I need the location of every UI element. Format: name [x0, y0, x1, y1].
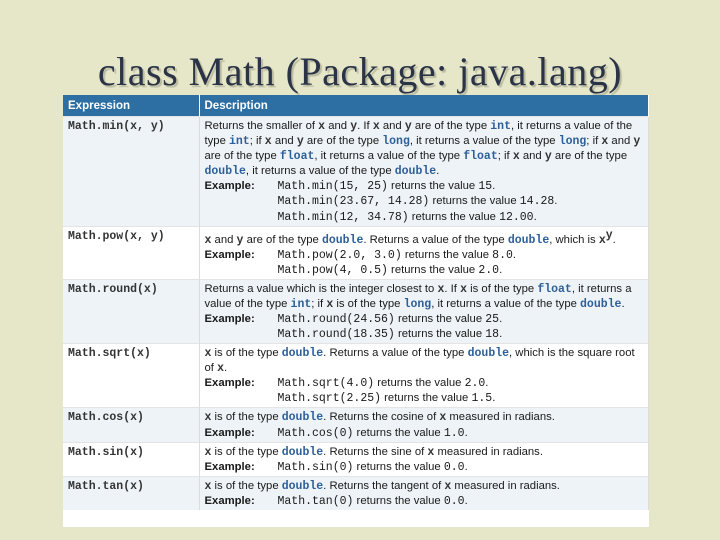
example-end: . — [512, 248, 517, 261]
table-row — [63, 442, 649, 476]
example-text: returns the value — [381, 392, 472, 405]
example-end: . — [492, 180, 496, 193]
text-segment: . If — [444, 282, 461, 295]
code-segment: x — [204, 479, 212, 493]
code-segment: x — [204, 233, 212, 247]
table-row — [63, 226, 649, 279]
text-segment: . Returns a value of the type — [363, 233, 508, 246]
example-block — [205, 179, 645, 224]
example-call: Math.round(24.56) — [277, 312, 395, 326]
example-text: returns the value — [408, 210, 500, 223]
code-segment: x — [598, 233, 606, 247]
description-text — [205, 445, 645, 460]
code-segment: x — [204, 347, 212, 361]
description-cell — [199, 344, 649, 408]
example-text: returns the value — [387, 263, 479, 276]
code-segment: x — [601, 135, 609, 149]
example-block — [205, 460, 645, 475]
text-segment: and — [519, 150, 545, 163]
example-line — [278, 460, 645, 475]
example-value: 1.5 — [471, 392, 493, 406]
expression-cell — [63, 344, 199, 408]
expression-cell — [63, 442, 199, 476]
type-keyword: float — [279, 150, 315, 164]
text-segment: , it returns a value of the type — [409, 135, 559, 148]
example-text: returns the value — [429, 195, 520, 208]
text-segment: are of the type — [204, 150, 280, 163]
code-segment: y — [350, 120, 358, 133]
example-end: . — [533, 210, 537, 223]
example-text: returns the value — [387, 180, 479, 193]
example-end: . — [499, 312, 503, 325]
example-block — [205, 248, 645, 278]
text-segment: are of the type — [411, 120, 491, 132]
type-keyword: float — [537, 282, 572, 296]
example-call: Math.min(12, 34.78) — [277, 210, 409, 224]
type-keyword: double — [281, 445, 324, 459]
example-end: . — [464, 494, 468, 507]
text-segment: . Returns a value of the type — [323, 347, 468, 360]
type-keyword: double — [281, 411, 324, 425]
code-segment: x — [326, 297, 334, 311]
example-call: Math.min(15, 25) — [277, 180, 388, 194]
type-keyword: double — [321, 233, 364, 247]
example-text: returns the value — [401, 248, 493, 261]
example-block — [205, 376, 645, 406]
text-segment: . Returns the sine of — [323, 445, 428, 458]
description-cell — [199, 117, 649, 227]
text-segment: ; if — [311, 297, 327, 310]
code-segment: x — [204, 445, 212, 459]
example-label: Example: — [204, 248, 255, 261]
code-segment: x — [427, 445, 435, 459]
text-segment: are of the type — [551, 150, 628, 163]
description-cell — [199, 226, 649, 279]
example-line — [278, 248, 645, 263]
text-segment: Returns the smaller of — [204, 120, 319, 132]
type-keyword: int — [229, 135, 250, 149]
example-line — [278, 327, 645, 342]
example-value: 2.0 — [464, 377, 486, 391]
text-segment: measured in radians. — [446, 411, 555, 424]
expression-code: Math.sin(x) — [68, 445, 144, 459]
type-keyword: int — [490, 120, 511, 133]
code-segment: y — [236, 233, 244, 247]
text-segment: , it returns a value of the type — [204, 120, 633, 148]
text-segment: . — [223, 362, 228, 375]
superscript: y — [605, 228, 613, 242]
example-label: Example: — [204, 377, 255, 390]
text-segment: measured in radians. — [451, 479, 560, 492]
example-label: Example: — [204, 312, 255, 325]
example-line — [278, 263, 645, 278]
example-value: 8.0 — [492, 248, 513, 262]
description-cell — [199, 476, 649, 510]
example-call: Math.sqrt(4.0) — [277, 377, 375, 391]
slide-title: class Math (Package: java.lang) — [97, 49, 623, 94]
text-segment: . — [436, 165, 440, 178]
text-segment: . — [621, 297, 625, 310]
text-segment: is of the type — [211, 411, 282, 424]
example-value: 15 — [478, 180, 493, 194]
type-keyword: double — [467, 347, 510, 361]
example-value: 18 — [485, 327, 500, 341]
example-value: 1.0 — [443, 426, 465, 440]
code-segment: x — [437, 282, 445, 296]
example-list — [278, 248, 645, 278]
header-description: Description — [199, 95, 649, 117]
text-segment: are of the type — [243, 233, 322, 246]
example-text: returns the value — [394, 312, 486, 325]
example-end: . — [499, 327, 503, 340]
type-keyword: double — [281, 347, 324, 361]
table-row — [63, 408, 649, 442]
expression-cell — [63, 117, 199, 227]
example-block — [205, 494, 645, 509]
code-segment: x — [318, 120, 326, 133]
text-segment: ; if — [497, 150, 513, 163]
example-line — [278, 210, 645, 225]
code-segment: x — [439, 411, 447, 425]
text-segment: . If — [357, 120, 373, 132]
table-row — [63, 279, 649, 343]
expression-code: Math.round(x) — [68, 282, 158, 296]
text-segment: . Returns the tangent of — [323, 479, 445, 492]
example-line — [278, 376, 645, 391]
example-call: Math.sin(0) — [277, 460, 354, 474]
example-call: Math.pow(4, 0.5) — [277, 263, 388, 277]
description-text — [205, 229, 645, 248]
text-segment: and — [271, 135, 297, 148]
example-list — [278, 494, 645, 509]
type-keyword: long — [403, 297, 432, 311]
code-segment: y — [633, 135, 641, 149]
code-segment: x — [264, 135, 272, 149]
text-segment: and — [608, 135, 634, 148]
example-block — [205, 426, 645, 441]
expression-code: Math.pow(x, y) — [68, 229, 165, 243]
example-line — [278, 194, 645, 209]
type-keyword: double — [394, 165, 437, 179]
example-value: 25 — [485, 312, 500, 326]
table-row — [63, 344, 649, 408]
text-segment: , it returns a value of the type — [431, 297, 581, 310]
table-header-row — [63, 95, 649, 117]
text-segment: ; if — [249, 135, 265, 148]
table-row — [63, 117, 649, 227]
text-segment: is of the type — [211, 347, 282, 360]
text-segment: and — [211, 233, 237, 246]
example-block — [205, 312, 645, 342]
example-line — [278, 179, 645, 194]
type-keyword: float — [463, 150, 498, 164]
text-segment: . — [612, 233, 616, 246]
header-expression: Expression — [63, 95, 199, 117]
description-text — [205, 346, 645, 376]
example-label: Example: — [204, 426, 255, 439]
example-list — [278, 376, 645, 406]
table-row — [63, 476, 649, 510]
example-label: Example: — [204, 460, 255, 473]
text-segment: Returns a value which is the integer closest to — [204, 282, 438, 295]
example-call: Math.min(23.67, 14.28) — [277, 195, 430, 209]
type-keyword: double — [580, 297, 622, 311]
example-call: Math.sqrt(2.25) — [277, 392, 382, 406]
example-line — [278, 426, 645, 441]
code-segment: x — [512, 150, 520, 164]
expression-cell — [63, 476, 199, 510]
example-line — [278, 391, 645, 406]
text-segment: , it returns a value of the type — [204, 282, 632, 310]
example-end: . — [464, 426, 468, 439]
description-text — [205, 119, 645, 179]
text-segment: , which is — [549, 233, 599, 246]
example-list — [278, 179, 645, 224]
example-text: returns the value — [353, 494, 444, 507]
example-end: . — [492, 392, 496, 405]
description-cell — [199, 408, 649, 442]
description-cell — [199, 442, 649, 476]
table-body — [63, 117, 649, 511]
example-call: Math.cos(0) — [277, 426, 354, 440]
text-segment: ; if — [586, 135, 602, 148]
text-segment: is of the type — [211, 445, 282, 458]
example-call: Math.round(18.35) — [277, 327, 395, 341]
expression-code: Math.sqrt(x) — [68, 347, 151, 361]
example-value: 0.0 — [443, 494, 465, 508]
expression-cell — [63, 408, 199, 442]
example-list — [278, 312, 645, 342]
text-segment: is of the type — [333, 297, 404, 310]
text-segment: measured in radians. — [434, 445, 543, 458]
type-keyword: double — [281, 479, 324, 493]
example-label: Example: — [204, 180, 255, 193]
example-value: 14.28 — [519, 195, 555, 209]
code-segment: x — [444, 479, 452, 493]
text-segment: are of the type — [303, 135, 383, 148]
type-keyword: int — [290, 297, 312, 311]
text-segment: , it returns a value of the type — [314, 150, 464, 163]
description-text — [205, 410, 645, 425]
example-end: . — [499, 263, 503, 276]
type-keyword: long — [382, 135, 410, 149]
code-segment: x — [460, 282, 467, 296]
example-line — [278, 494, 645, 509]
text-segment: is of the type — [211, 479, 282, 492]
example-list — [278, 460, 645, 475]
example-call: Math.pow(2.0, 3.0) — [277, 248, 402, 262]
example-end: . — [485, 377, 489, 390]
expression-cell — [63, 226, 199, 279]
code-segment: x — [204, 411, 212, 425]
type-keyword: double — [204, 165, 246, 179]
example-label: Example: — [204, 494, 255, 507]
example-end: . — [554, 195, 558, 208]
expression-code: Math.min(x, y) — [68, 120, 165, 133]
example-text: returns the value — [394, 327, 486, 340]
text-segment: . Returns the cosine of — [323, 411, 440, 424]
text-segment: and — [325, 120, 351, 132]
code-segment: x — [372, 120, 380, 133]
text-segment: and — [379, 120, 405, 132]
text-segment: , which is the square root of — [204, 347, 635, 375]
example-text: returns the value — [353, 460, 444, 473]
code-segment: y — [296, 135, 304, 149]
example-value: 12.00 — [499, 210, 534, 224]
code-segment: y — [404, 120, 412, 133]
description-cell — [199, 279, 649, 343]
example-list — [278, 426, 645, 441]
code-segment: y — [544, 150, 552, 164]
math-methods-table — [63, 95, 649, 527]
expression-cell — [63, 279, 199, 343]
example-line — [278, 312, 645, 327]
code-segment: x — [217, 362, 224, 376]
example-call: Math.tan(0) — [277, 494, 354, 508]
expression-code: Math.cos(x) — [68, 411, 144, 425]
text-segment: , it returns a value of the type — [245, 165, 395, 178]
description-text — [205, 282, 645, 312]
text-segment: is of the type — [466, 282, 538, 295]
example-value: 2.0 — [478, 263, 500, 277]
type-keyword: double — [507, 233, 550, 247]
example-value: 0.0 — [443, 460, 465, 474]
example-text: returns the value — [353, 426, 444, 439]
expression-code: Math.tan(x) — [68, 479, 144, 493]
example-end: . — [464, 460, 468, 473]
example-text: returns the value — [374, 377, 465, 390]
description-text — [205, 479, 645, 494]
type-keyword: long — [558, 135, 587, 149]
